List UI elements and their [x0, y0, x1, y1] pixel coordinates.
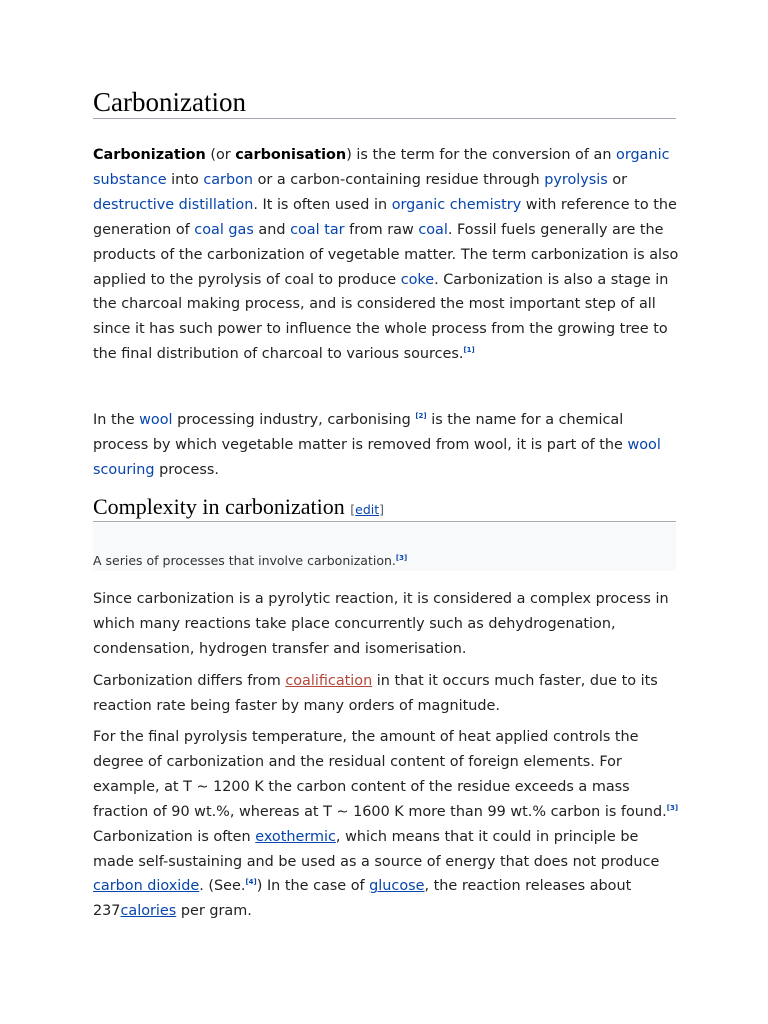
- link-organic-chemistry[interactable]: organic chemistry: [391, 196, 522, 213]
- figure-caption: A series of processes that involve carbonization.[3]: [93, 553, 408, 568]
- link-carbon[interactable]: carbon: [203, 171, 254, 188]
- link-destructive-distillation[interactable]: destructive distillation: [93, 196, 254, 213]
- reference-1[interactable]: [1]: [463, 346, 475, 355]
- reference-4[interactable]: [4]: [245, 878, 257, 887]
- page-title: Carbonization: [93, 86, 676, 119]
- link-coal-gas[interactable]: coal gas: [194, 221, 254, 238]
- link-calories[interactable]: calories: [120, 903, 177, 920]
- link-pyrolysis[interactable]: pyrolysis: [544, 171, 608, 188]
- reference-2[interactable]: [2]: [415, 412, 427, 421]
- complexity-paragraph: Since carbonization is a pyrolytic reaction, it is considered a complex process in which many reactions take place concurrently such as dehydrogenation, condensation, hydrogen transfer and isomerisation.: [93, 591, 669, 657]
- link-exothermic[interactable]: exothermic: [255, 828, 336, 845]
- caption-reference[interactable]: [3]: [395, 553, 408, 562]
- link-organic-substance[interactable]: organic substance: [93, 147, 670, 188]
- link-coalification[interactable]: coalification: [285, 673, 373, 689]
- figure-caption-box: [93, 523, 676, 571]
- edit-section-link[interactable]: edit: [355, 502, 380, 517]
- link-coal[interactable]: coal: [418, 221, 448, 238]
- section-heading: [93, 493, 676, 522]
- link-wool-scouring[interactable]: wool scouring: [93, 436, 661, 478]
- link-coke[interactable]: coke: [400, 271, 435, 288]
- link-wool[interactable]: wool: [139, 412, 173, 428]
- coalification-paragraph: Carbonization differs from coalification in that it occurs much faster, due to its reaction rate being faster by many orders of magnitude.: [93, 673, 658, 714]
- bold-term-carbonization: Carbonization: [93, 147, 206, 163]
- link-carbon-dioxide[interactable]: carbon dioxide: [93, 878, 200, 895]
- section-heading-text: Complexity in carbonization: [93, 494, 345, 519]
- intro-paragraph: Carbonization (or carbonisation) is the term for the conversion of an organic substance into carbon or a carbon-containing residue through pyrolysis or destructive distillation. It is often used in organic chemistry with reference to the generation of coal gas and coal tar from raw coal. Fossil fuels generally are the products of the carbonization of vegetable matter. The term carbonization is also applied to the pyrolysis of coal to produce coke. Carbonization is also a stage in the charcoal making process, and is considered the most important step of all since it has such power to influence the whole process from the growing tree to the final distribution of charcoal to various sources.[1]: [93, 147, 679, 363]
- reference-3[interactable]: [3]: [666, 803, 679, 812]
- link-coal-tar[interactable]: coal tar: [290, 221, 345, 238]
- edit-section: [edit]: [350, 502, 385, 517]
- bold-term-carbonisation: carbonisation: [235, 147, 347, 163]
- link-glucose[interactable]: glucose: [369, 878, 425, 895]
- pyrolysis-temperature-paragraph: For the final pyrolysis temperature, the amount of heat applied controls the degree of carbonization and the residual content of foreign elements. For example, at T ∼ 1200 K the carbon content of the residue exceeds a mass fraction of 90 wt.%, whereas at T ∼ 1600 K more than 99 wt.% carbon is found.[3] Carbonization is often exothermic, which means that it could in principle be made self-sustaining and be used as a source of energy that does not produce carbon dioxide. (See.[4]) In the case of glucose, the reaction releases about 237calories per gram.: [93, 729, 679, 920]
- wool-paragraph: In the wool processing industry, carbonising [2] is the name for a chemical process by which vegetable matter is removed from wool, it is part of the wool scouring process.: [93, 412, 661, 478]
